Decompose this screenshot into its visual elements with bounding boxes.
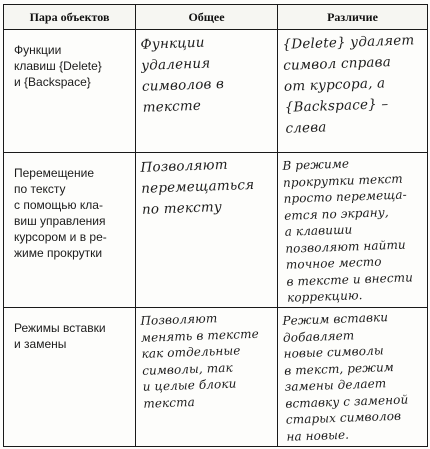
difference-handwriting: В режиме прокрутки текст просто перемеща- ется по экрану, а клавиши позволяют найти точное место в тексте и внести коррекцию. bbox=[282, 156, 414, 305]
pair-cell bbox=[4, 30, 136, 153]
difference-cell bbox=[278, 307, 428, 446]
pair-text: Режимы вставки и замены bbox=[14, 320, 106, 351]
header-row bbox=[4, 5, 428, 30]
table-row bbox=[4, 307, 428, 446]
header-common: Общее bbox=[136, 5, 278, 30]
common-handwriting: Позволяют менять в тексте как отдельные символы, так и целые блоки текста bbox=[140, 310, 259, 410]
comparison-table bbox=[3, 4, 428, 447]
common-handwriting: Позволяют перемещаться по тексту bbox=[140, 156, 255, 218]
pair-text: Функции клавиш {Delete} и {Backspace} bbox=[14, 43, 102, 89]
difference-handwriting: Режим вставки добавляет новые символы в текст, режим замены делает вставку с заменой старых символов на новые. bbox=[282, 309, 409, 443]
pair-text: Перемещение по тексту с помощью кла- виш управления курсором и в ре- жиме прокрутки bbox=[14, 166, 107, 260]
table-row bbox=[4, 153, 428, 308]
header-difference: Различие bbox=[278, 5, 428, 30]
difference-cell bbox=[278, 30, 428, 153]
header-pair: Пара объектов bbox=[4, 5, 136, 30]
common-cell bbox=[136, 30, 278, 153]
common-cell bbox=[136, 307, 278, 446]
table-row bbox=[4, 30, 428, 153]
difference-cell bbox=[278, 153, 428, 308]
pair-cell bbox=[4, 307, 136, 446]
difference-handwriting: {Delete} удаляет символ справа от курсора, а {Backspace} – слева bbox=[282, 32, 415, 137]
common-cell bbox=[136, 153, 278, 308]
common-handwriting: Функции удаления символов в тексте bbox=[140, 34, 225, 116]
pair-cell bbox=[4, 153, 136, 308]
